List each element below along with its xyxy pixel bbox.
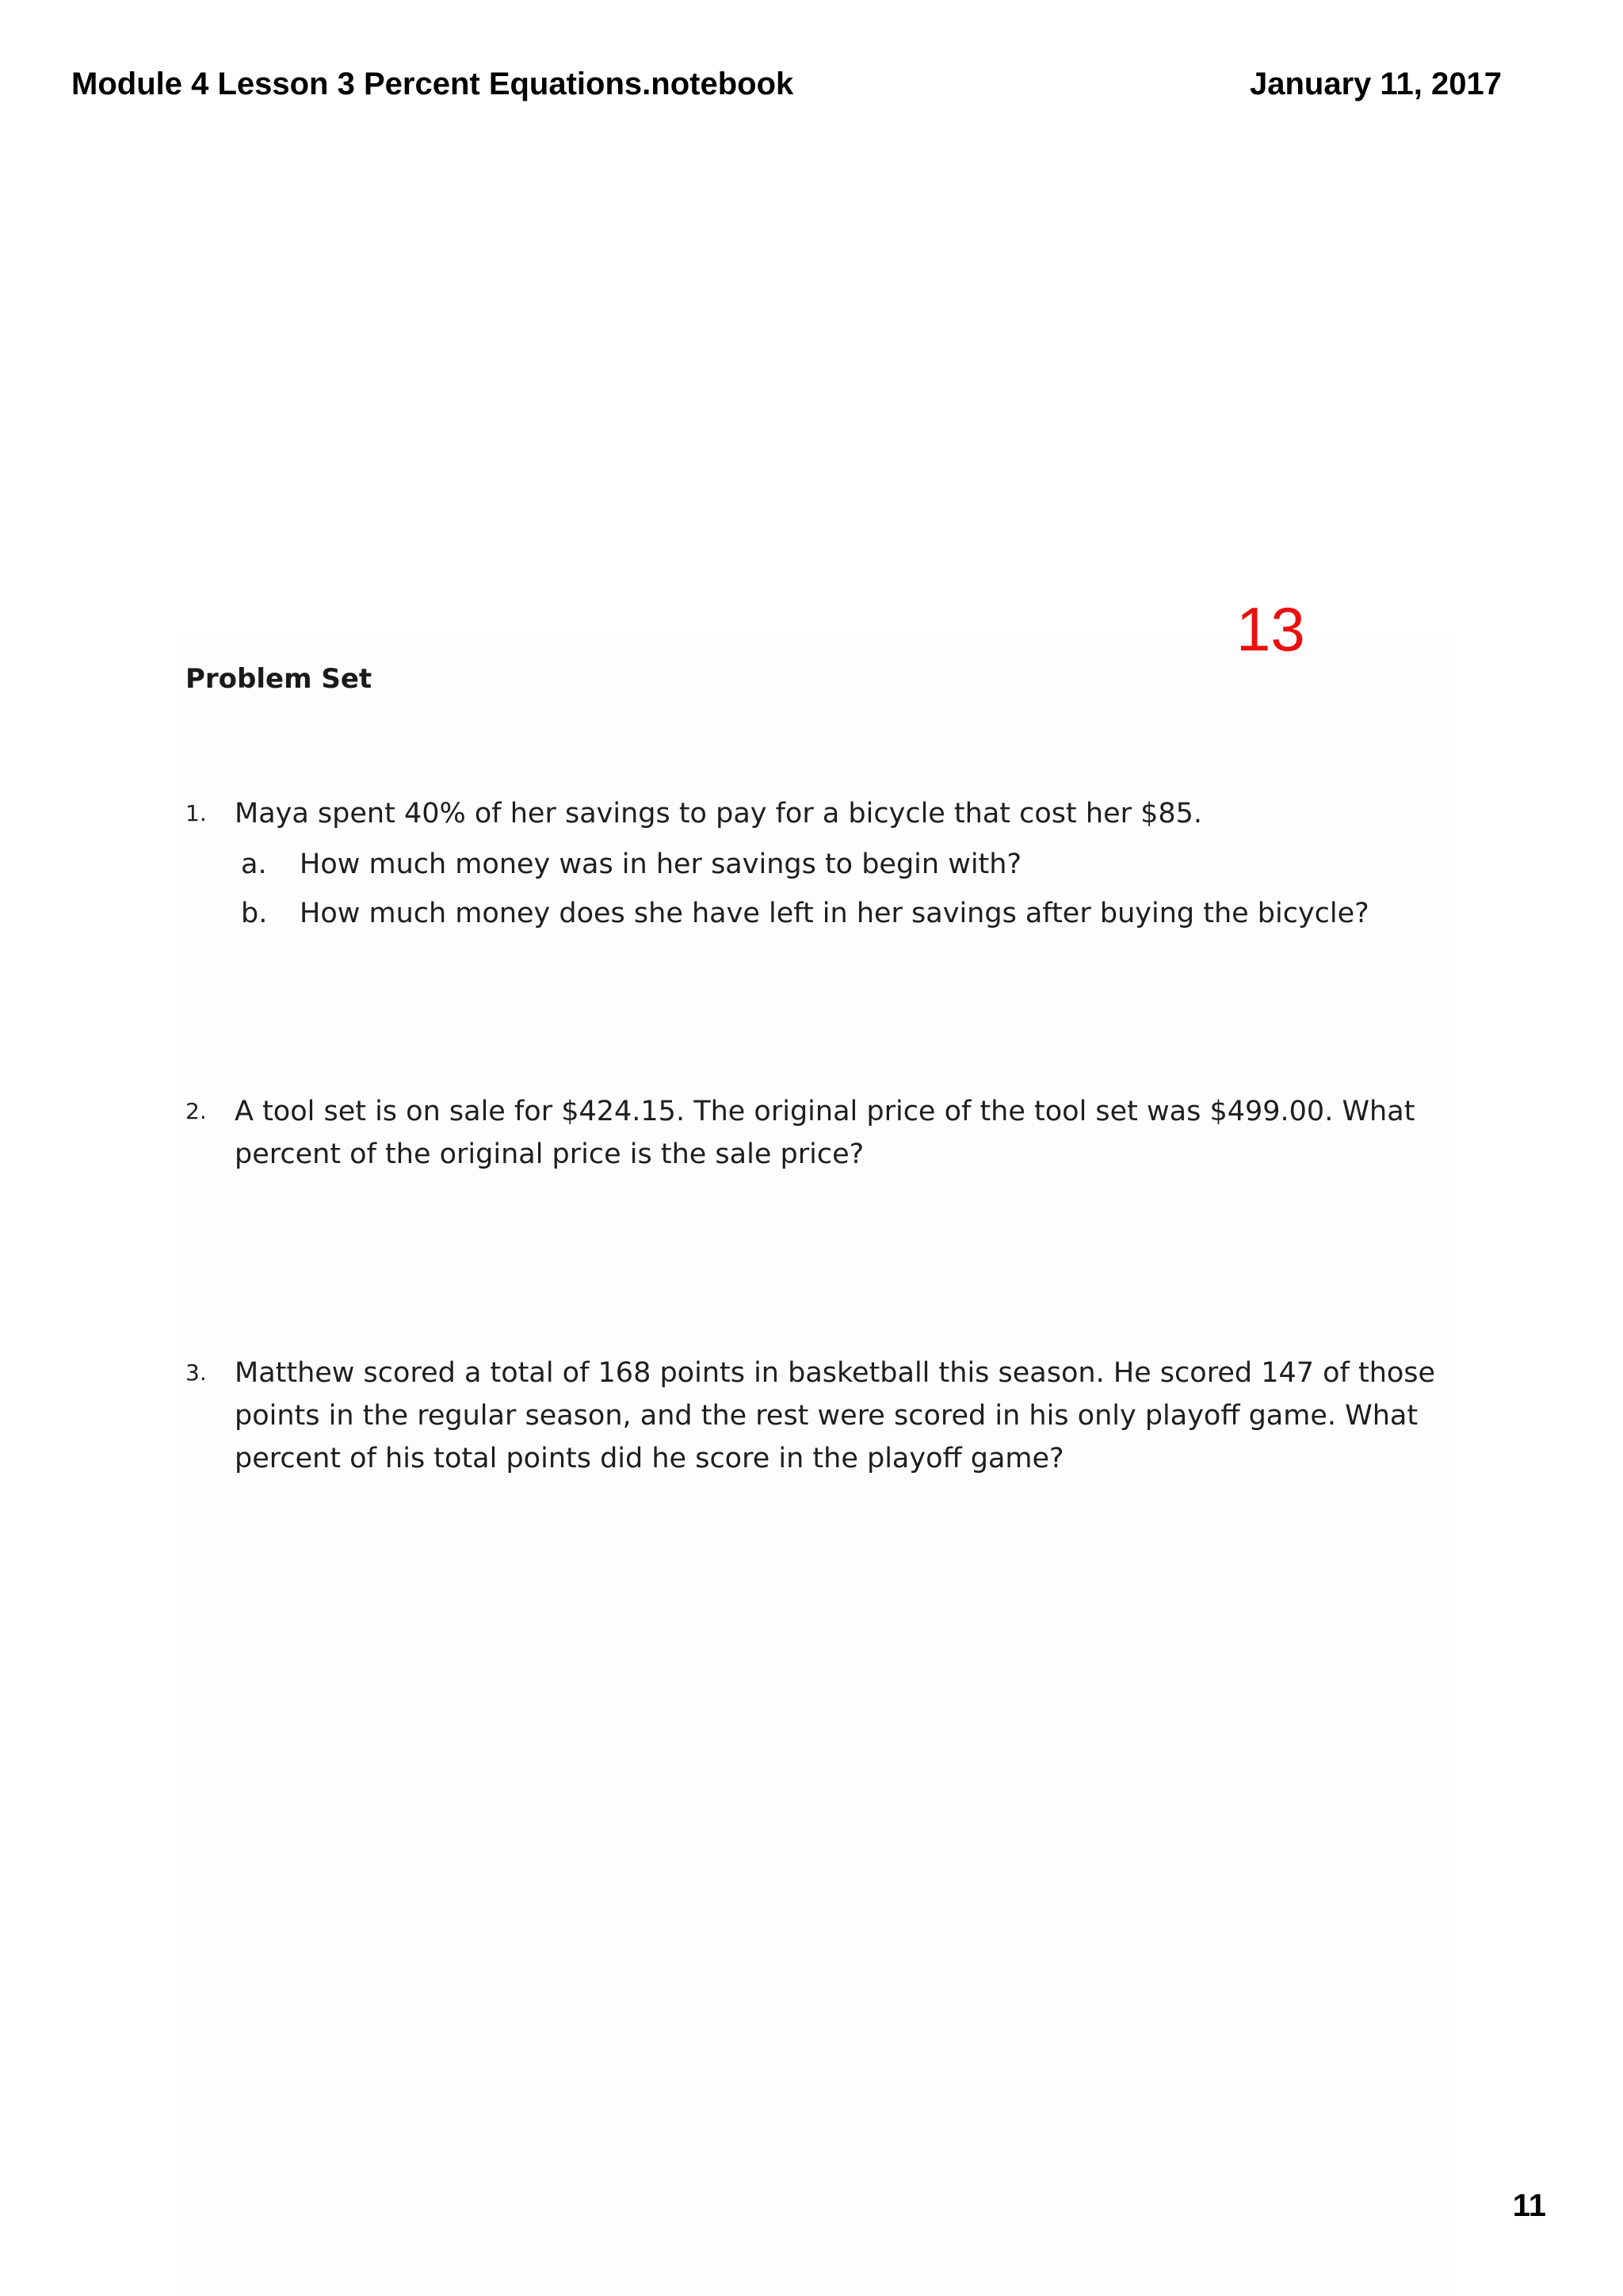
handwritten-annotation-number: 13 xyxy=(1236,594,1305,664)
part-text: How much money was in her savings to begin with? xyxy=(300,849,1022,880)
problem-text xyxy=(235,792,1479,835)
problem-line: A tool set is on sale for $424.15. The original price of the tool set was $499.00. What xyxy=(235,1096,1415,1127)
problem-line: Matthew scored a total of 168 points in basketball this season. He scored 147 of those xyxy=(235,1357,1436,1389)
page-number: 11 xyxy=(1512,2188,1546,2223)
problem-line: Maya spent 40% of her savings to pay for a bicycle that cost her $85. xyxy=(235,798,1203,830)
part-label: b. xyxy=(241,898,268,929)
problem-number: 2. xyxy=(185,1098,207,1124)
part-label: a. xyxy=(241,849,267,880)
problem-number: 1. xyxy=(185,800,207,826)
problem-text xyxy=(235,1352,1479,1480)
problem-1-part-b xyxy=(241,892,1369,935)
problem-set-heading: Problem Set xyxy=(185,663,372,695)
problem-1-part-a xyxy=(241,843,1022,886)
problem-number: 3. xyxy=(185,1360,207,1386)
notebook-title: Module 4 Lesson 3 Percent Equations.notebook xyxy=(71,67,794,101)
part-text: How much money does she have left in her savings after buying the bicycle? xyxy=(300,898,1369,929)
problem-line: points in the regular season, and the rest were scored in his only playoff game. What xyxy=(235,1400,1419,1432)
problem-text xyxy=(235,1090,1479,1176)
notebook-date: January 11, 2017 xyxy=(1249,67,1502,101)
problem-line: percent of the original price is the sale price? xyxy=(235,1138,865,1170)
problem-line: percent of his total points did he score in the playoff game? xyxy=(235,1443,1064,1474)
